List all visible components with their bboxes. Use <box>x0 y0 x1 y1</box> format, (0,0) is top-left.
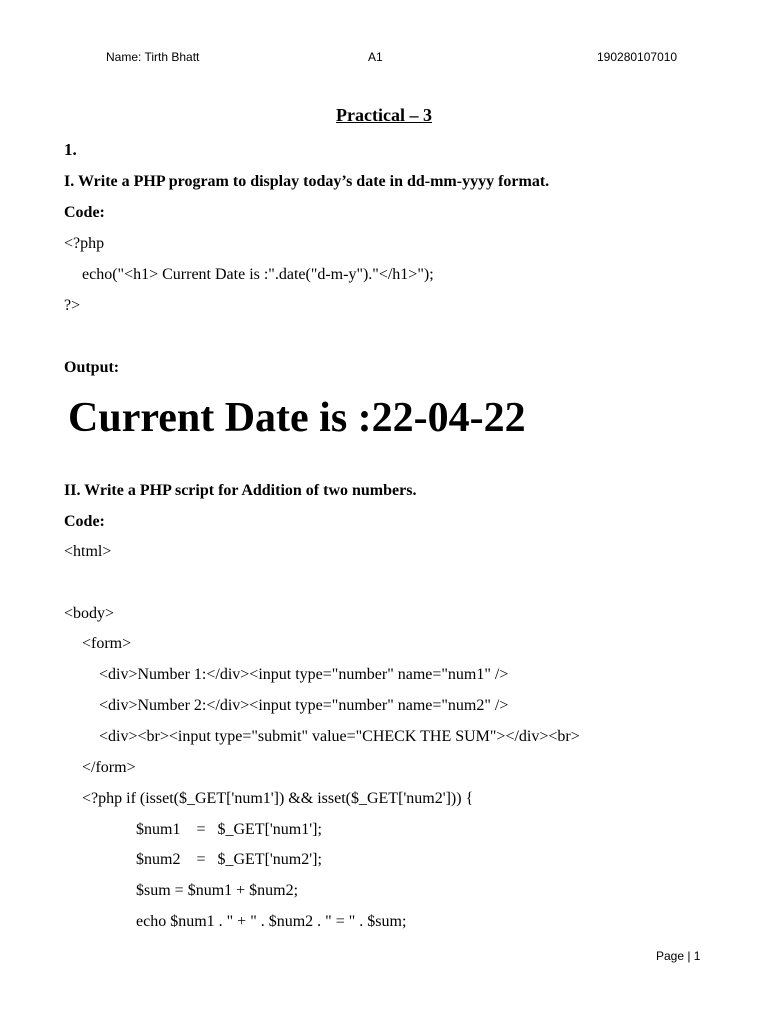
code-line: ?> <box>64 297 81 314</box>
practical-title-text: Practical – 3 <box>336 105 432 125</box>
code-line: <html> <box>64 543 112 560</box>
section-label: A1 <box>368 50 383 64</box>
part2-code-label: Code: <box>64 513 105 530</box>
code-line: echo("<h1> Current Date is :".date("d-m-y")."</h1>"); <box>82 266 434 283</box>
page-number: Page | 1 <box>656 949 701 963</box>
code-line: <form> <box>82 635 132 652</box>
student-name: Name: Tirth Bhatt <box>106 50 200 64</box>
code-line: </form> <box>82 759 136 776</box>
code-line: <body> <box>64 605 115 622</box>
code-line: <div><br><input type="submit" value="CHECK THE SUM"></div><br> <box>99 728 580 745</box>
code-line: $num1 = $_GET['num1']; <box>136 821 322 838</box>
part1-output-text: Current Date is :22-04-22 <box>68 395 526 441</box>
part2-question: II. Write a PHP script for Addition of two numbers. <box>64 482 417 499</box>
code-line: <div>Number 2:</div><input type="number" name="num2" /> <box>99 697 509 714</box>
code-line: echo $num1 . " + " . $num2 . " = " . $sum; <box>136 913 407 930</box>
code-line: $sum = $num1 + $num2; <box>136 882 299 899</box>
part1-question: I. Write a PHP program to display today’s date in dd-mm-yyyy format. <box>64 173 550 190</box>
code-line: <div>Number 1:</div><input type="number" name="num1" /> <box>99 666 509 683</box>
practical-title <box>0 103 768 127</box>
code-line: <?php <box>64 235 105 252</box>
part1-code-label: Code: <box>64 204 105 221</box>
enrollment-number: 190280107010 <box>597 50 678 64</box>
code-line: <?php if (isset($_GET['num1']) && isset($_GET['num2'])) { <box>82 790 474 807</box>
question-number: 1. <box>64 140 77 159</box>
part1-output-label: Output: <box>64 359 120 376</box>
code-line: $num2 = $_GET['num2']; <box>136 851 322 868</box>
